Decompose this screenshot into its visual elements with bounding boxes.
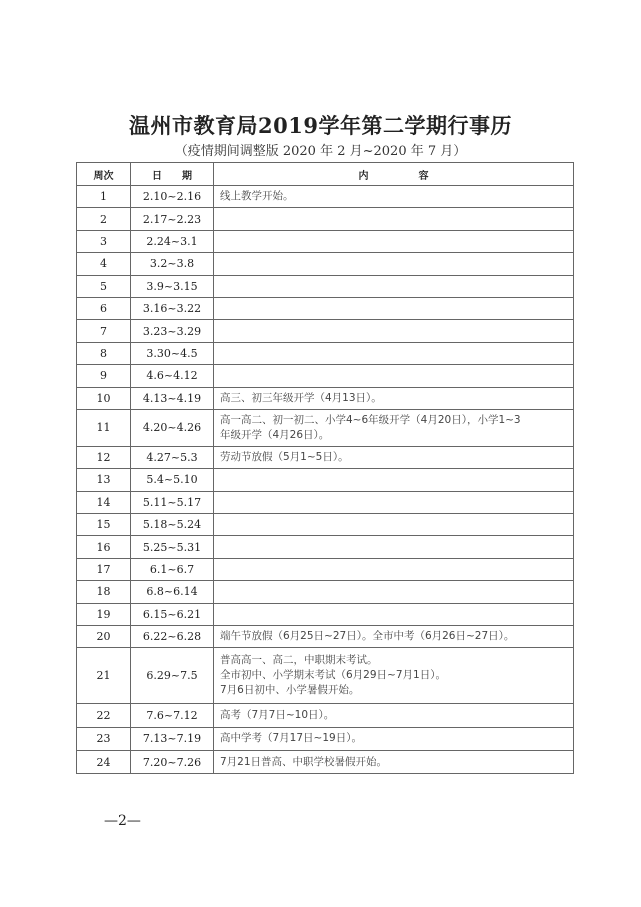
week-cell: 16 [77, 536, 131, 558]
week-cell: 24 [77, 751, 131, 774]
content-cell [214, 275, 574, 297]
table-row [77, 727, 574, 750]
content-cell [214, 704, 574, 727]
week-cell: 18 [77, 581, 131, 603]
content-cell [214, 297, 574, 319]
week-cell: 12 [77, 446, 131, 468]
date-cell: 6.1~6.7 [131, 558, 214, 580]
content-cell [214, 751, 574, 774]
week-cell: 1 [77, 186, 131, 208]
date-cell: 6.22~6.28 [131, 626, 214, 648]
date-cell: 2.10~2.16 [131, 186, 214, 208]
week-cell: 3 [77, 230, 131, 252]
date-cell: 4.20~4.26 [131, 409, 214, 446]
week-cell: 9 [77, 365, 131, 387]
week-cell: 4 [77, 253, 131, 275]
table-row [77, 603, 574, 625]
table-row [77, 446, 574, 468]
content-line: 普高高一、高二，中职期末考试。 [220, 654, 378, 667]
date-cell: 7.13~7.19 [131, 727, 214, 750]
content-line: 端午节放假（6月25日~27日）。全市中考（6月26日~27日）。 [220, 630, 515, 643]
content-line: 7月6日初中、小学暑假开始。 [220, 684, 360, 697]
date-cell: 7.6~7.12 [131, 704, 214, 727]
table-row [77, 186, 574, 208]
date-cell: 4.27~5.3 [131, 446, 214, 468]
table-row [77, 387, 574, 409]
table-header-row [77, 163, 574, 186]
table-row [77, 558, 574, 580]
week-cell: 10 [77, 387, 131, 409]
content-line: 高一高二、初一初二、小学4~6年级开学（4月20日），小学1~3 [220, 413, 521, 426]
table-row [77, 648, 574, 704]
content-cell [214, 514, 574, 536]
date-cell: 4.6~4.12 [131, 365, 214, 387]
content-line: 线上教学开始。 [220, 190, 294, 203]
week-cell: 19 [77, 603, 131, 625]
content-cell [214, 603, 574, 625]
content-cell [214, 409, 574, 446]
content-cell [214, 727, 574, 750]
week-cell: 21 [77, 648, 131, 704]
page-number: —2— [104, 813, 141, 829]
content-cell [214, 387, 574, 409]
week-cell: 5 [77, 275, 131, 297]
content-cell [214, 558, 574, 580]
date-cell: 7.20~7.26 [131, 751, 214, 774]
table-row [77, 275, 574, 297]
date-cell: 3.9~3.15 [131, 275, 214, 297]
table-row [77, 704, 574, 727]
table-row [77, 514, 574, 536]
content-cell [214, 342, 574, 364]
content-cell [214, 365, 574, 387]
week-cell: 20 [77, 626, 131, 648]
date-cell: 3.23~3.29 [131, 320, 214, 342]
date-cell: 3.16~3.22 [131, 297, 214, 319]
content-line: 年级开学（4月26日）。 [220, 428, 330, 441]
table-row [77, 751, 574, 774]
week-cell: 8 [77, 342, 131, 364]
week-cell: 22 [77, 704, 131, 727]
table-row [77, 342, 574, 364]
content-cell [214, 648, 574, 704]
week-cell: 6 [77, 297, 131, 319]
table-row [77, 581, 574, 603]
date-cell: 5.18~5.24 [131, 514, 214, 536]
content-cell [214, 581, 574, 603]
week-cell: 13 [77, 469, 131, 491]
date-cell: 5.4~5.10 [131, 469, 214, 491]
header-content: 内 容 [214, 163, 574, 186]
table-row [77, 230, 574, 252]
date-cell: 3.2~3.8 [131, 253, 214, 275]
week-cell: 2 [77, 208, 131, 230]
week-cell: 11 [77, 409, 131, 446]
header-date: 日 期 [131, 163, 214, 186]
content-cell [214, 320, 574, 342]
table-row [77, 253, 574, 275]
week-cell: 23 [77, 727, 131, 750]
document-title: 温州市教育局2019学年第二学期行事历 [129, 113, 512, 138]
date-cell: 4.13~4.19 [131, 387, 214, 409]
table-row [77, 536, 574, 558]
content-line: 劳动节放假（5月1~5日）。 [220, 451, 349, 464]
content-cell [214, 446, 574, 468]
table-row [77, 491, 574, 513]
date-cell: 2.17~2.23 [131, 208, 214, 230]
content-cell [214, 208, 574, 230]
calendar-table [76, 162, 574, 774]
date-cell: 2.24~3.1 [131, 230, 214, 252]
date-cell: 6.8~6.14 [131, 581, 214, 603]
table-row [77, 409, 574, 446]
content-line: 高中学考（7月17日~19日）。 [220, 732, 362, 745]
content-line: 高考（7月7日~10日）。 [220, 709, 335, 722]
week-cell: 15 [77, 514, 131, 536]
table-row [77, 320, 574, 342]
content-cell [214, 186, 574, 208]
table-row [77, 365, 574, 387]
header-week: 周次 [77, 163, 131, 186]
table-row [77, 297, 574, 319]
table-row [77, 626, 574, 648]
content-cell [214, 230, 574, 252]
content-cell [214, 469, 574, 491]
date-cell: 5.25~5.31 [131, 536, 214, 558]
content-line: 7月21日普高、中职学校暑假开始。 [220, 755, 388, 768]
date-cell: 3.30~4.5 [131, 342, 214, 364]
week-cell: 7 [77, 320, 131, 342]
date-cell: 5.11~5.17 [131, 491, 214, 513]
week-cell: 14 [77, 491, 131, 513]
content-cell [214, 626, 574, 648]
week-cell: 17 [77, 558, 131, 580]
content-cell [214, 491, 574, 513]
table-row [77, 208, 574, 230]
document-subtitle: （疫情期间调整版 2020 年 2 月~2020 年 7 月） [174, 144, 467, 159]
content-cell [214, 536, 574, 558]
date-cell: 6.15~6.21 [131, 603, 214, 625]
content-line: 高三、初三年级开学（4月13日）。 [220, 391, 382, 404]
content-cell [214, 253, 574, 275]
table-row [77, 469, 574, 491]
content-line: 全市初中、小学期末考试（6月29日~7月1日）。 [220, 669, 446, 682]
date-cell: 6.29~7.5 [131, 648, 214, 704]
